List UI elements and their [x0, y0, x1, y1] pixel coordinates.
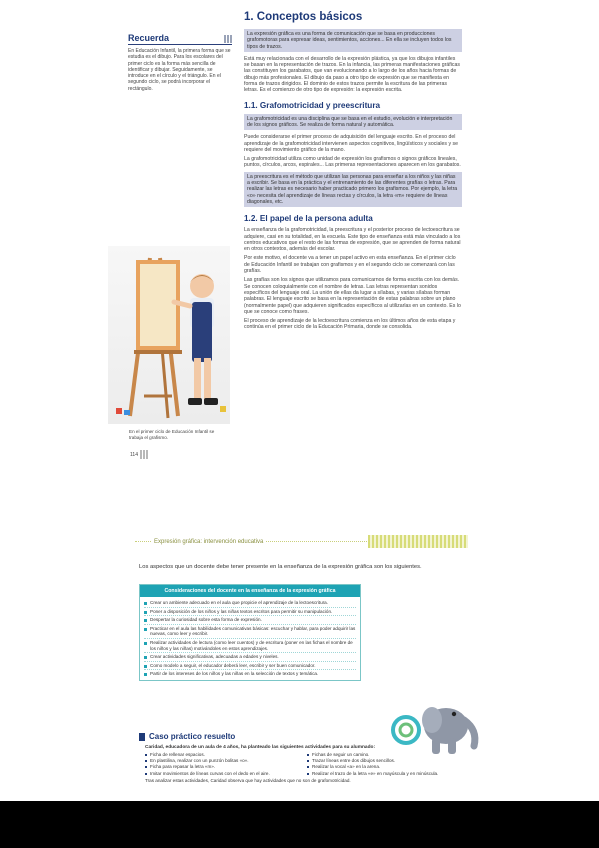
subsection-title-grafomotricidad: 1.1. Grafomotricidad y preescritura	[244, 100, 381, 110]
list-item: Partir de los intereses de los niños y las niñas en la selección de textos y temática.	[144, 670, 356, 678]
paragraph: La enseñanza de la grafomotricidad, la preescritura y el posterior proceso de lectoescritura se adquiere, casi en su totalidad, en la escuela. Este tipo de enseñanza está más vinculado a los centros educativos que el resto de las formas de expresión, que se aprenden de forma natural en otros contextos, además del escolar.	[244, 227, 461, 253]
child-easel-photo	[108, 246, 230, 424]
activity-item: En plastilina, realizar con un punzón bolitas «o».	[145, 758, 299, 764]
caso-title: Caso práctico resuelto	[149, 732, 236, 741]
paragraph: Puede considerarse el primer proceso de adquisición del lenguaje escrito. En el proceso del aprendizaje de la grafomotricidad intervienen aspectos cognitivos, lingüísticos y sociales y se requiere del movimiento gráfico de la mano.	[244, 134, 458, 153]
page-bars-icon	[140, 450, 148, 459]
list-item: Realizar actividades de lectura (como leer cuentos) y de escritura (poner en las fichas el nombre de los niños y las niñas) motivándoles en estos aprendizajes.	[144, 639, 356, 653]
caso-intro: Caridad, educadora de un aula de 4 años, ha planteado las siguientes actividades para su alumnado:	[145, 745, 376, 750]
list-item: Practicar en el aula las habilidades comunicativas básicas: escuchar y hablar, para poder adquirir las nuevas, como leer y escribir.	[144, 625, 356, 639]
header-stripes-decoration	[368, 535, 468, 548]
considerations-table	[139, 584, 361, 681]
child-easel-illustration	[108, 246, 230, 424]
sidebar-title: Recuerda	[128, 33, 170, 43]
main-column	[244, 11, 462, 334]
caso-practico-section	[139, 732, 461, 783]
list-item: Crear un ambiente adecuado en el aula que propicie el aprendizaje de la lectoescritura.	[144, 599, 356, 608]
caso-activities	[145, 752, 461, 777]
recuerda-sidebar	[128, 33, 232, 92]
caso-title-row	[139, 732, 461, 741]
activity-item: Ficha de rellenar espacios.	[145, 752, 299, 758]
definition-box-grafomotricidad: La grafomotricidad es una disciplina que se basa en el estudio, evolución e interpretación de los signos gráficos. Se realiza de forma natural y automática.	[244, 114, 462, 131]
sidebar-bars-icon	[224, 35, 232, 43]
list-item: Poner a disposición de los niños y las niñas textos escritos para permitir su manipulación.	[144, 608, 356, 617]
sidebar-header	[128, 33, 232, 45]
subsection-title-persona-adulta: 1.2. El papel de la persona adulta	[244, 214, 373, 224]
page-number: 114	[130, 451, 138, 458]
list-item: Como modelo a seguir, el educador deberá leer, escribir y ser buen comunicador.	[144, 662, 356, 671]
considerations-list	[140, 597, 360, 680]
activity-item: Trazar líneas entre dos dibujos sencillos.	[307, 758, 461, 764]
caso-conclusion: Tras analizar estas actividades, Caridad observa que hay actividades que no son de grafomotricidad.	[145, 777, 351, 783]
paragraph: Las grafías son los signos que utilizamos para comunicarnos de forma escrita con los demás. Se conocen coloquialmente con el nombre de letras. Las letras representan sonidos específicos del lenguaje oral. La unión de ellas da lugar a sílabas, y varias sílabas forman palabras. El lenguaje escrito se basa en la representación de estas palabras sobre un plano (normalmente papel) que adquieren significados específicos al utilizarlas en un contexto. Es lo que se conoce como frases.	[244, 277, 461, 315]
caso-square-icon	[139, 733, 145, 741]
photo-caption: En el primer ciclo de Educación Infantil se trabaja el grafismo.	[129, 429, 215, 440]
table-title: Consideraciones del docente en la enseñanza de la expresión gráfica	[140, 585, 360, 597]
sidebar-text: En Educación Infantil, la primera forma que se estudia es el dibujo. Para los escolares del primer ciclo es la forma más sencilla de identificar y dibujar. Seguidamente, se introduce en el círculo y el triángulo. En el segundo ciclo, se podrá incorporar el rectángulo.	[128, 48, 231, 92]
lower-intro-text: Los aspectos que un docente debe tener presente en la enseñanza de la expresión gráfica son los siguientes.	[139, 564, 422, 570]
activity-item: Realizar la vocal «a» en la arena.	[307, 764, 461, 770]
list-item: Crear actividades significativas, adecuadas a edades y niveles.	[144, 653, 356, 662]
paragraph: La grafomotricidad utiliza como unidad de expresión los grafismos o signos gráficos lineales, puntos, círculos, arcos, espirales... Las primeras representaciones aparecen en los garabatos.	[244, 156, 461, 169]
definition-box-preescritura: La preescritura es el método que utilizan las personas para enseñar a los niños y las niñas a escribir. Se basa en la práctica y el entrenamiento de las diferentes grafías o letras. Para realizar las letras es necesario haber practicado primero los grafismos. Por ejemplo, la letra «o» necesita del aprendizaje de líneas rectas y círculos, la letra «m» requiere de líneas diagonales, etc.	[244, 172, 462, 207]
section-title: 1. Conceptos básicos	[244, 11, 363, 23]
page-number-block	[130, 450, 148, 459]
activity-item: Realizar el trazo de la letra «e» en mayúscula y en minúscula.	[307, 771, 461, 777]
header-text: Expresión gráfica: intervención educativa	[151, 539, 266, 545]
activity-item: Ficha para repasar la letra «m».	[145, 764, 299, 770]
paragraph: El proceso de aprendizaje de la lectoescritura comienza en los últimos años de esta etapa y continúa en el primer ciclo de la Educación Primaria, donde se consolida.	[244, 318, 456, 331]
list-item: Despertar la curiosidad sobre esta forma de expresión.	[144, 616, 356, 625]
activity-item: Imitar movimientos de líneas curvas con el dedo en el aire.	[145, 771, 299, 777]
black-bottom-bar	[0, 801, 599, 848]
paragraph: Por este motivo, el docente va a tener un papel activo en esta enseñanza. En el primer ciclo de Educación Infantil se trabajan con grafismos y en el segundo ciclo se comenzará con las grafías.	[244, 255, 456, 275]
paragraph: Está muy relacionada con el desarrollo de la expresión plástica, ya que los dibujos infantiles se basan en la representación de trazos. En la infancia, las primeras manifestaciones gráficas las constituyen los garabatos, que van evolucionando a lo largo de los años hacia formas de dibujo más profesionales. El dibujo da paso a otro tipo de expresión que se manifiesta en forma de trazos dirigidos. El dominio de estos trazos permite la escritura de las primeras letras. Es el comienzo de otro tipo de expresión: la expresión escrita.	[244, 55, 460, 94]
activity-item: Fichas de seguir un camino.	[307, 752, 461, 758]
definition-box-expresion: La expresión gráfica es una forma de comunicación que se basa en producciones grafomotoras para expresar ideas, sentimientos, acciones... En ella se incluyen todos los tipos de trazos.	[244, 29, 462, 52]
